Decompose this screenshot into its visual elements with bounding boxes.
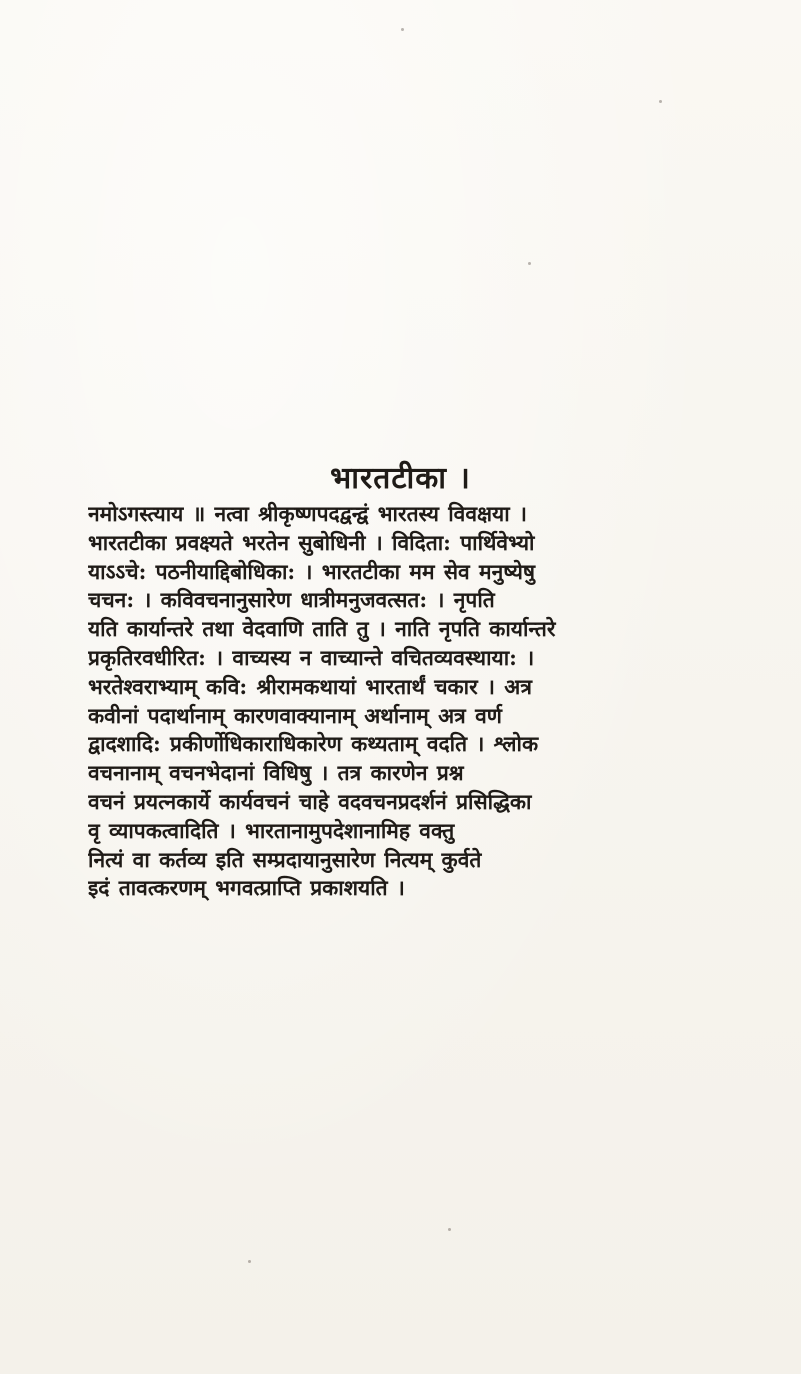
page-title: भारतटीका । xyxy=(330,461,471,496)
text-line: चचन: । कविवचनानुसारेण धात्रीमनुजवत्सत: । नृपति xyxy=(88,587,495,613)
paper-speck xyxy=(448,1228,451,1231)
text-line: याऽऽचे: पठनीयाद्दिबोधिका: । भारतटीका मम सेव मनुष्येषु xyxy=(88,558,536,584)
body-paragraph xyxy=(88,500,728,903)
text-line: वचनानाम् वचनभेदानां विधिषु । तत्र कारणेन प्रश्न xyxy=(88,760,464,786)
text-line: वृ व्यापकत्वादिति । भारतानामुपदेशानामिह वक्तु xyxy=(88,817,455,843)
paper-speck xyxy=(659,100,662,103)
text-line: द्वादशादि: प्रकीर्णोधिकाराधिकारेण कथ्यताम् वदति । श्लोक xyxy=(88,731,539,757)
text-line: यति कार्यान्तरे तथा वेदवाणि ताति तु । नाति नृपति कार्यान्तरे xyxy=(88,616,556,642)
text-line: नमोऽगस्त्याय ॥ नत्वा श्रीकृष्णपदद्वन्द्वं भारतस्य विवक्षया । xyxy=(88,501,527,526)
text-line: इदं तावत्करणम् भगवत्प्राप्ति प्रकाशयति । xyxy=(88,875,405,901)
text-line: भारतटीका प्रवक्ष्यते भरतेन सुबोधिनी । विदिता: पार्थिवेभ्यो xyxy=(88,529,535,555)
paper-speck xyxy=(528,262,531,265)
text-line: प्रकृतिरवधीरित: । वाच्यस्य न वाच्यान्ते वचितव्यवस्थाया: । xyxy=(88,644,535,670)
text-line: कवीनां पदार्थानाम् कारणवाक्यानाम् अर्थानाम् अत्र वर्ण xyxy=(88,702,502,728)
text-line: भरतेश्वराभ्याम् कवि: श्रीरामकथायां भारतार्थं चकार । अत्र xyxy=(88,673,532,699)
paper-speck xyxy=(248,1260,251,1263)
text-line: नित्यं वा कर्तव्य इति सम्प्रदायानुसारेण नित्यम् कुर्वते xyxy=(88,846,482,872)
text-line: वचनं प्रयत्नकार्ये कार्यवचनं चाहे वदवचनप्रदर्शनं प्रसिद्धिका xyxy=(88,788,532,814)
paper-speck xyxy=(401,28,404,31)
